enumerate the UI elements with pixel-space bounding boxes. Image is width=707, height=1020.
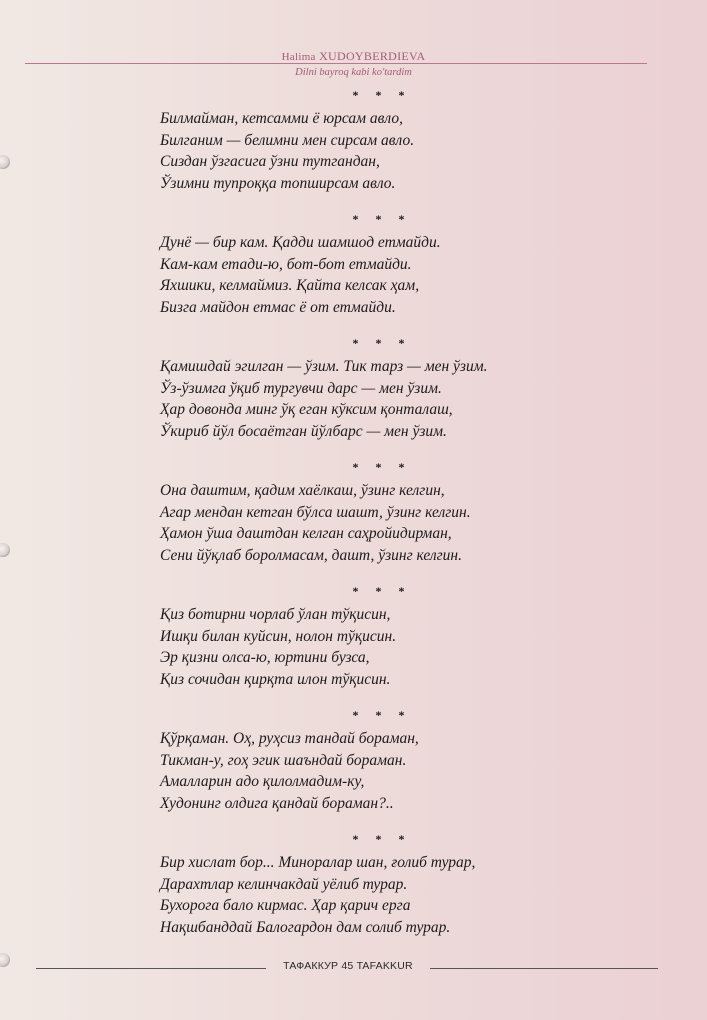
stanza-separator: * * *: [352, 212, 412, 226]
poem-body: [160, 82, 590, 950]
poem-line: Бизга майдон етмас ё от етмайди.: [160, 298, 396, 316]
stanza: [160, 852, 590, 938]
stanza: [160, 356, 590, 442]
binder-hole-middle: [0, 543, 10, 557]
poem-line: Сиздан ўзгасига ўзни тутгандан,: [160, 153, 380, 170]
poem-line: Қўрқаман. Оҳ, руҳсиз тандай бораман,: [160, 730, 419, 747]
stanza-separator: * * *: [352, 460, 412, 474]
poem-line: Дунё — бир кам. Қадди шамшод етмайди.: [160, 234, 441, 251]
poem-line: Агар мендан кетган бўлса шашт, ўзинг келгин.: [160, 503, 471, 521]
stanza: [160, 108, 590, 194]
stanza-separator: * * *: [352, 88, 412, 102]
stanza-separator: * * *: [352, 336, 412, 350]
poem-line: Ҳар довонда минг ўқ еган кўксим қонталаш,: [160, 401, 453, 418]
footer-rule-right: [430, 968, 658, 969]
poem-line: Бухорога бало кирмас. Ҳар қарич ерга: [160, 897, 411, 914]
header-rule: [25, 63, 647, 64]
poem-line: Қамишдай эгилган — ўзим. Тик тарз — мен ўзим.: [160, 358, 488, 375]
author-last-name: XUDOYBERDIEVA: [319, 49, 426, 63]
footer-rule-left: [36, 968, 266, 969]
poem-line: Тикман-у, гоҳ эгик шаъндай бораман.: [160, 751, 407, 769]
binder-hole-top: [0, 155, 10, 169]
stanza-separator: * * *: [352, 832, 412, 846]
poem-line: Ишқи билан куйсин, нолон тўқисин.: [160, 627, 397, 645]
poem-line: Ўзимни тупроққа топширсам авло.: [160, 174, 396, 192]
poem-line: Қиз сочидан қирқта илон тўқисин.: [160, 670, 391, 688]
stanza: [160, 480, 590, 566]
poem-line: Нақшбанддай Балогардон дам солиб турар.: [160, 918, 451, 936]
stanza-separator: * * *: [352, 708, 412, 722]
poem-line: Она даштим, қадим хаёлкаш, ўзинг келгин,: [160, 482, 445, 499]
book-subtitle: Dilni bayroq kabi ko'tardim: [295, 67, 412, 78]
poem-line: Ҳамон ўша даштдан келган саҳройидирман,: [160, 525, 452, 542]
poem-line: Ўкириб йўл босаётган йўлбарс — мен ўзим.: [160, 422, 447, 440]
poem-line: Худонинг олдига қандай бораман?..: [160, 794, 394, 812]
stanza-separator: * * *: [352, 584, 412, 598]
poem-line: Бир хислат бор... Миноралар шан, ғолиб турар,: [160, 854, 476, 871]
poem-line: Сени йўқлаб боролмасам, дашт, ўзинг келгин.: [160, 546, 463, 564]
author-name: [0, 49, 707, 64]
poem-line: Амалларин адо қилолмадим-ку,: [160, 773, 365, 790]
poem-line: Дарахтлар келинчакдай уёлиб турар.: [160, 875, 408, 893]
poem-line: Эр қизни олса-ю, юртини бузса,: [160, 649, 370, 666]
footer-page-label: ТАФАККУР 45 TAFAKKUR: [283, 960, 413, 972]
stanza: [160, 232, 590, 318]
poem-line: Ўз-ўзимга ўқиб тургувчи дарс — мен ўзим.: [160, 379, 442, 397]
poem-line: Билганим — белимни мен сирсам авло.: [160, 131, 415, 149]
poem-line: Яхшики, келмаймиз. Қайта келсак ҳам,: [160, 277, 420, 294]
poem-line: Билмайман, кетсамми ё юрсам авло,: [160, 110, 403, 127]
poem-line: Кам-кам етади-ю, бот-бот етмайди.: [160, 255, 412, 273]
stanza: [160, 728, 590, 814]
author-first-name: Halima: [281, 51, 316, 63]
stanza: [160, 604, 590, 690]
page-footer: [0, 958, 707, 978]
poem-line: Қиз ботирни чорлаб ўлан тўқисин,: [160, 606, 391, 623]
